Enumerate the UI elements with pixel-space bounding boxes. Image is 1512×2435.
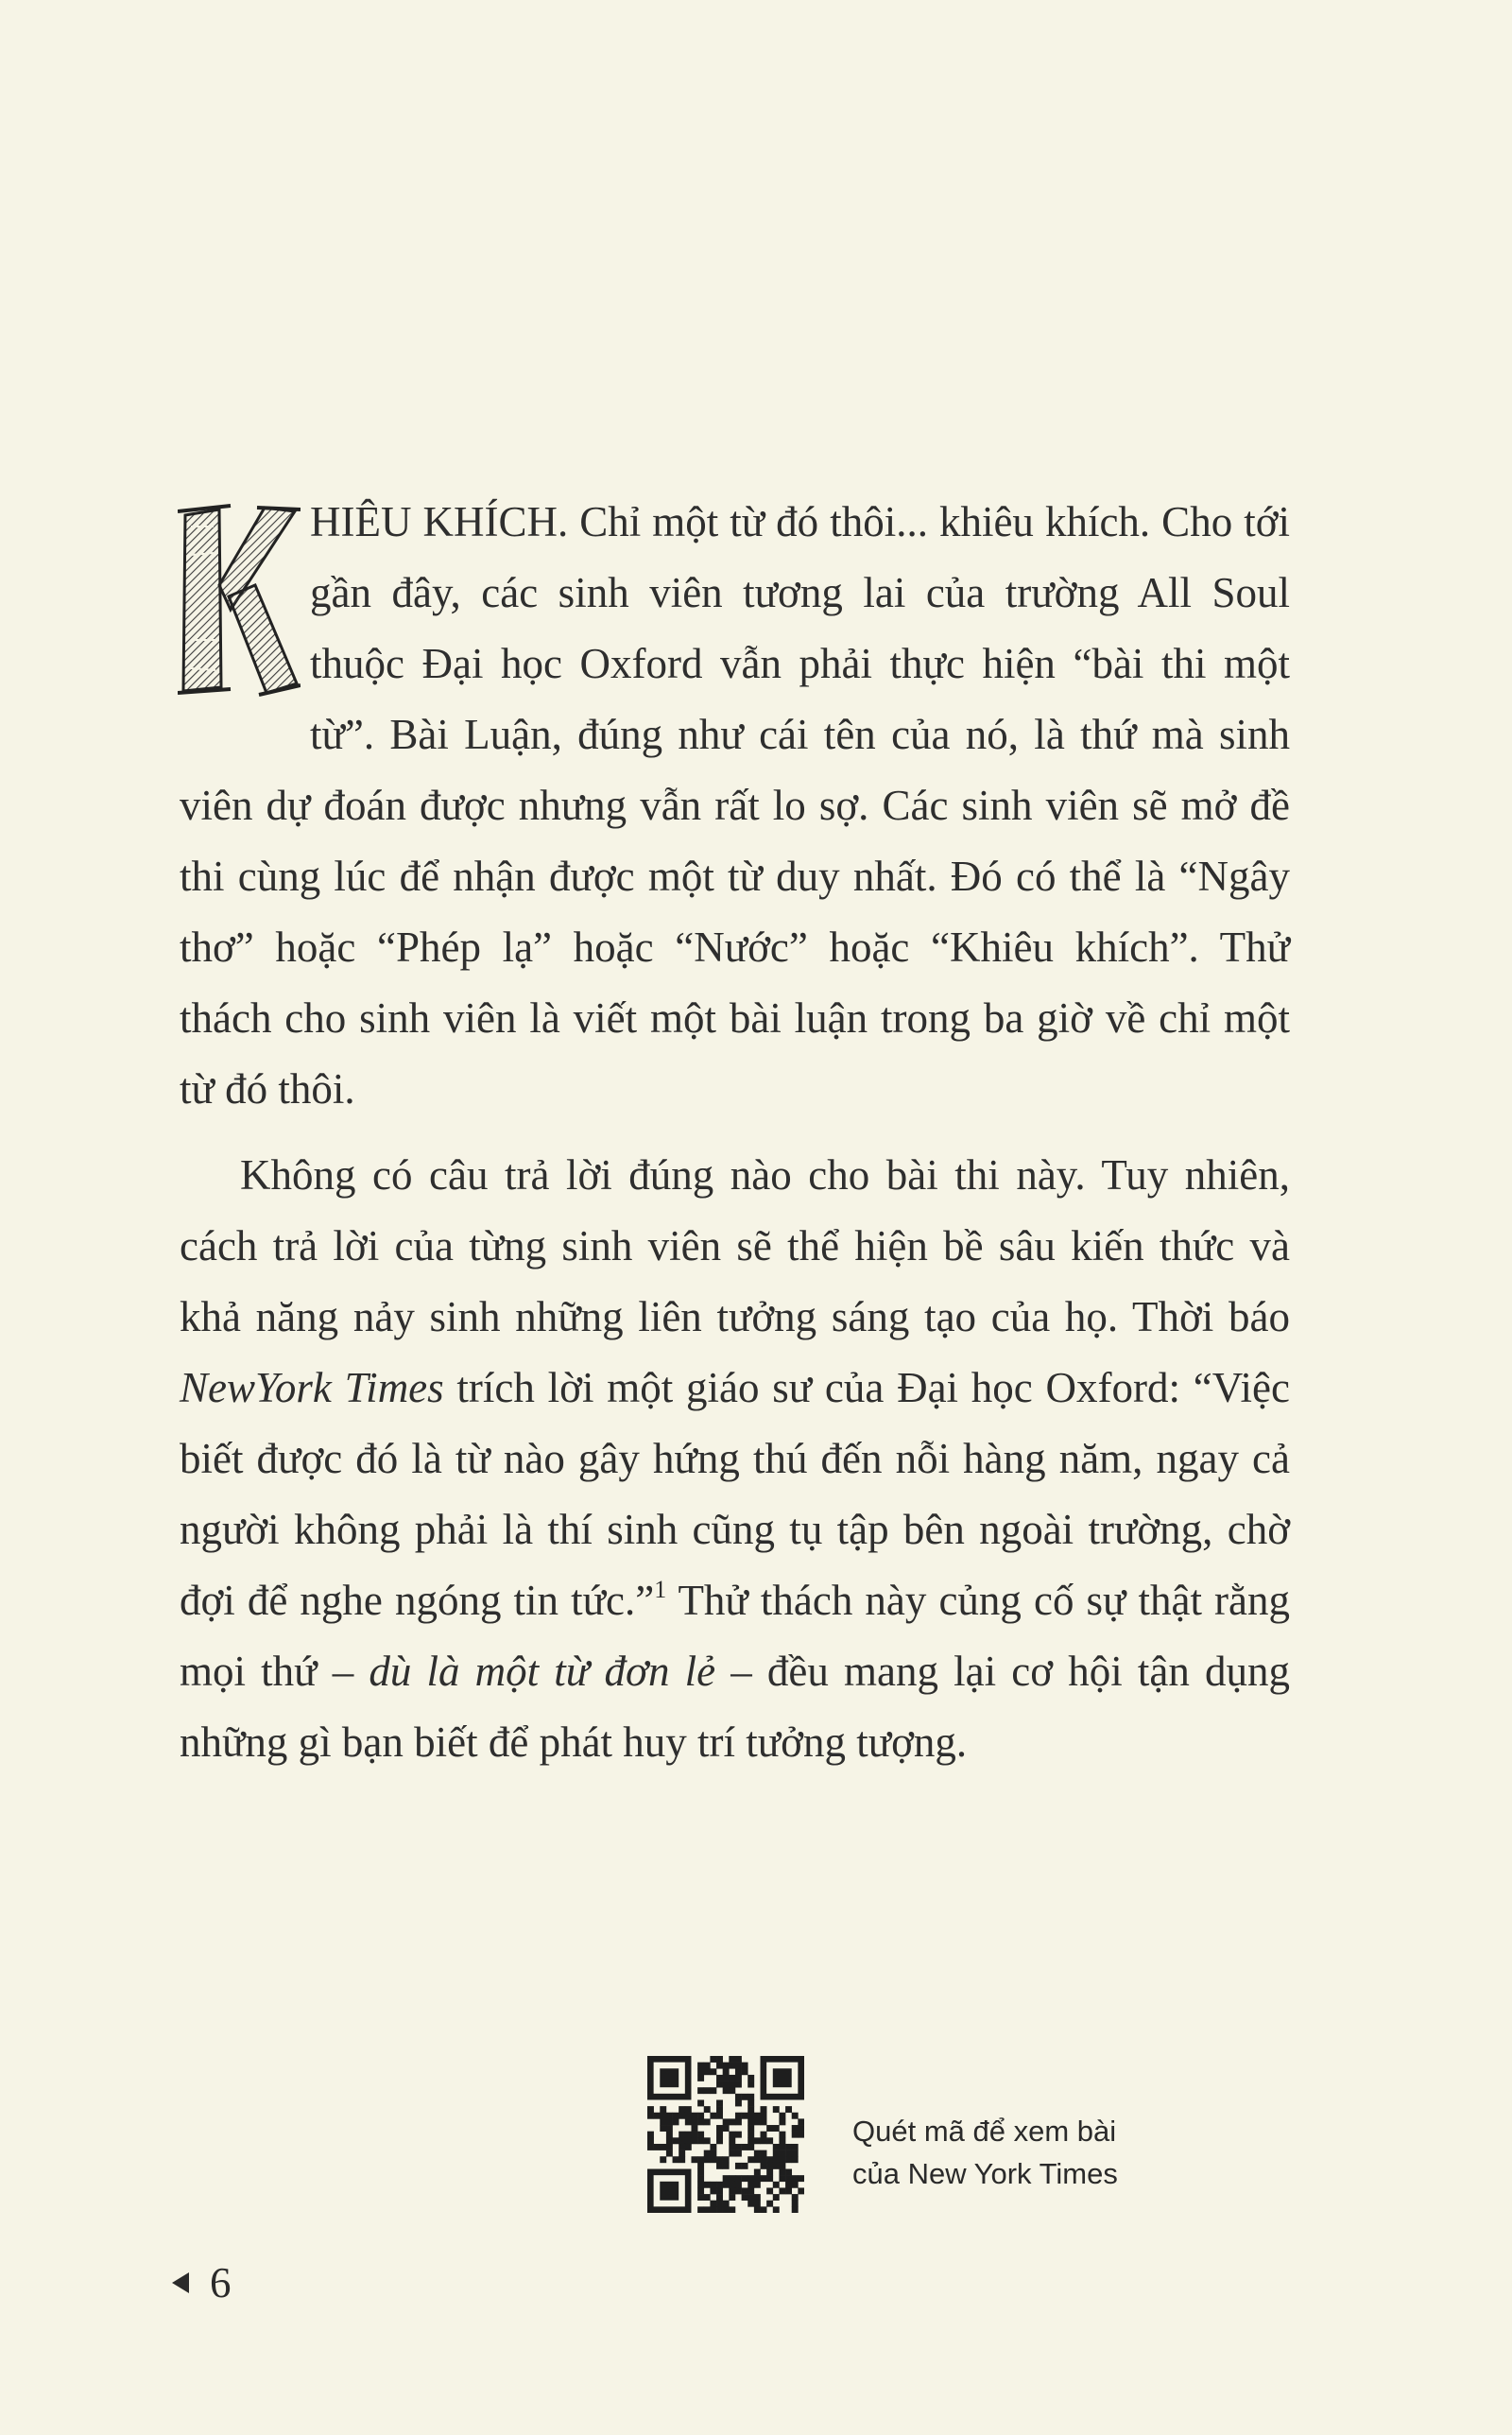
emphasis-phrase: dù là một từ đơn lẻ [369, 1648, 716, 1695]
qr-caption-line-2: của New York Times [852, 2157, 1118, 2190]
dropcap-k-icon [178, 498, 301, 701]
page-number: 6 [210, 2259, 232, 2306]
lead-words: HIÊU KHÍCH. [310, 498, 569, 545]
paragraph-2-part-1: Không có câu trả lời đúng nào cho bài thi này. Tuy nhiên, cách trả lời của từng sinh viên sẽ thể hiện bề sâu kiến thức và khả năng nảy sinh những liên tưởng sáng tạo của họ. Thời báo [180, 1151, 1290, 1340]
qr-code-icon[interactable] [647, 2056, 804, 2213]
paragraph-1-text: Chỉ một từ đó thôi... khiêu khích. Cho tới gần đây, các sinh viên tương lai của trường All Soul thuộc Đại học Oxford vẫn phải thực hiện “bài thi một từ”. Bài Luận, đúng như cái tên của nó, là thứ mà sinh viên dự đoán được nhưng vẫn rất lo sợ. Các sinh viên sẽ mở đề thi cùng lúc để nhận được một từ duy nhất. Đó có thể là “Ngây thơ” hoặc “Phép lạ” hoặc “Nước” hoặc “Khiêu khích”. Thử thách cho sinh viên là viết một bài luận trong ba giờ về chỉ một từ đó thôi. [180, 498, 1291, 1113]
qr-caption [852, 2110, 1118, 2195]
paragraph-2 [180, 1140, 1290, 1778]
qr-caption-line-1: Quét mã để xem bài [852, 2115, 1117, 2148]
paragraph-1 [180, 487, 1290, 1125]
body-text [180, 487, 1290, 1778]
footnote-marker[interactable]: 1 [654, 1576, 667, 1603]
paragraph-2-part-2: trích lời một giáo sư của Đại học Oxford: “Việc biết được đó là từ nào gây hứng thú đến nỗi hàng năm, ngay cả người không phải là thí sinh cũng tụ tập bên ngoài trường, chờ đợi để nghe ngóng tin tức.” [180, 1364, 1290, 1624]
newspaper-name: NewYork Times [180, 1364, 444, 1411]
paragraph-2-part-3: Thử thách này củng cố sự thật rằng mọi thứ – [180, 1577, 1290, 1695]
page-number-footer [172, 2259, 232, 2306]
triangle-left-icon [172, 2272, 189, 2293]
paragraph-2-part-4: – đều mang lại cơ hội tận dụng những gì bạn biết để phát huy trí tưởng tượng. [180, 1648, 1290, 1766]
